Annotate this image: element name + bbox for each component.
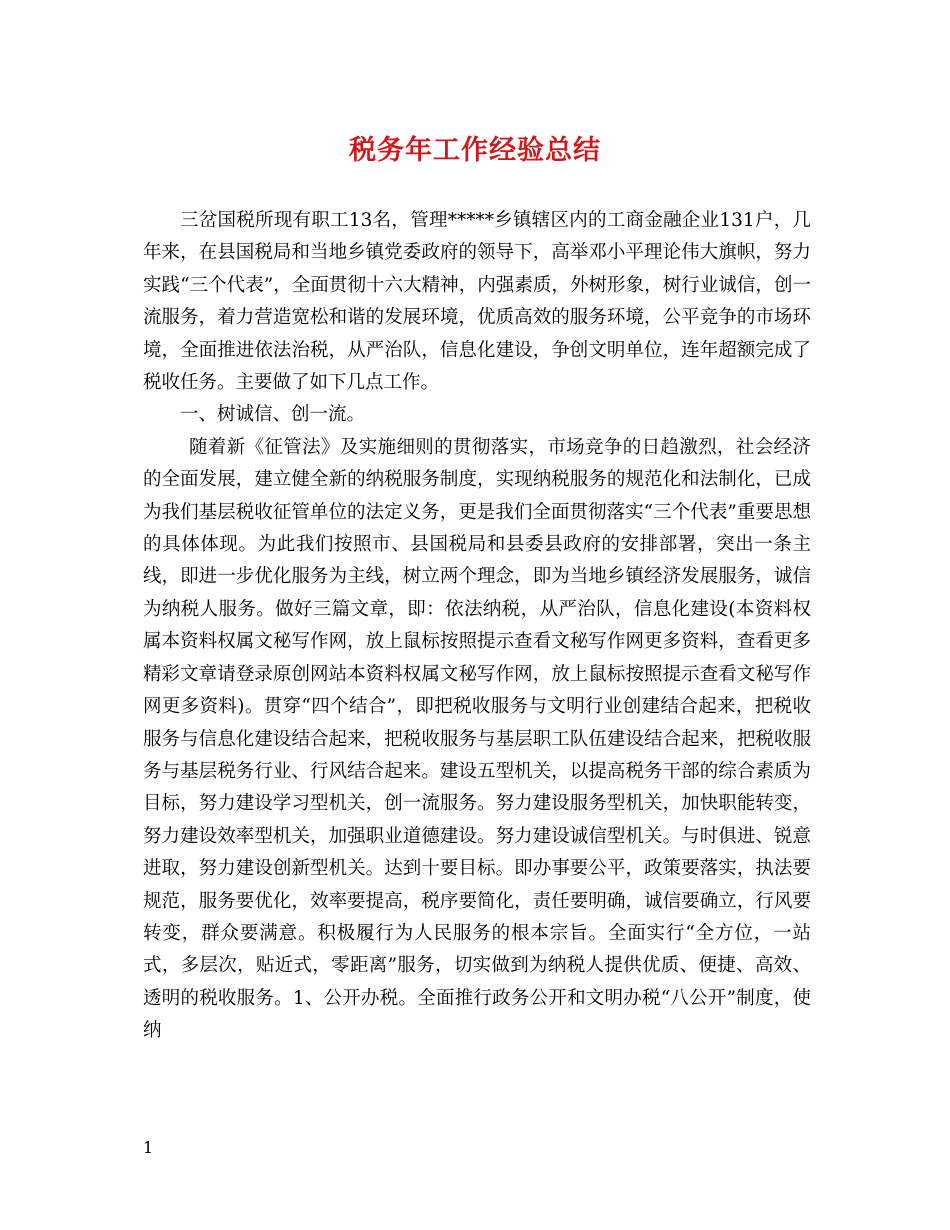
paragraph-section-one: 随着新《征管法》及实施细则的贯彻落实，市场竞争的日趋激烈，社会经济的全面发展，建立健全新的纳税服务制度，实现纳税服务的规范化和法制化，已成为我们基层税收征管单位的法定义务，更是我们全面贯彻落实“三个代表”重要思想的具体体现。为此我们按照市、县国税局和县委县政府的安排部署，突出一条主线，即进一步优化服务为主线，树立两个理念，即为当地乡镇经济发展服务，诚信为纳税人服务。做好三篇文章，即：依法纳税，从严治队，信息化建设(本资料权属本资料权属文秘写作网，放上鼠标按照提示查看文秘写作网更多资料，查看更多精彩文章请登录原创网站本资料权属文秘写作网，放上鼠标按照提示查看文秘写作网更多资料)。贯穿“四个结合”，即把税收服务与文明行业创建结合起来，把税收服务与信息化建设结合起来，把税收服务与基层职工队伍建设结合起来，把税收服务与基层税务行业、行风结合起来。建设五型机关，以提高税务干部的综合素质为目标，努力建设学习型机关，创一流服务。努力建设服务型机关，加快职能转变，努力建设效率型机关，加强职业道德建设。努力建设诚信型机关。与时俱进、锐意进取，努力建设创新型机关。达到十要目标。即办事要公平，政策要落实，执法要规范，服务要优化，效率要提高，税序要简化，责任要明确，诚信要确立，行风要转变，群众要满意。积极履行为人民服务的根本宗旨。全面实行“全方位，一站式，多层次，贴近式，零距离”服务，切实做到为纳税人提供优质、便捷、高效、透明的税收服务。1、公开办税。全面推行政务公开和文明办税“八公开”制度，使纳 — [143, 436, 811, 1042]
section-heading: 一、树诚信、创一流。 — [180, 404, 366, 426]
page-number: 1 — [143, 1138, 154, 1157]
document-body — [143, 205, 811, 1048]
document-title: 税务年工作经验总结 — [349, 135, 601, 166]
paragraph-intro: 三岔国税所现有职工13名，管理*****乡镇辖区内的工商金融企业131户，几年来，在县国税局和当地乡镇党委政府的领导下，高举邓小平理论伟大旗帜，努力实践“三个代表”，全面贯彻十六大精神，内强素质，外树形象，树行业诚信，创一流服务，着力营造宽松和谐的发展环境，优质高效的服务环境，公平竞争的市场环境，全面推进依法治税，从严治队，信息化建设，争创文明单位，连年超额完成了税收任务。主要做了如下几点工作。 — [143, 210, 811, 394]
